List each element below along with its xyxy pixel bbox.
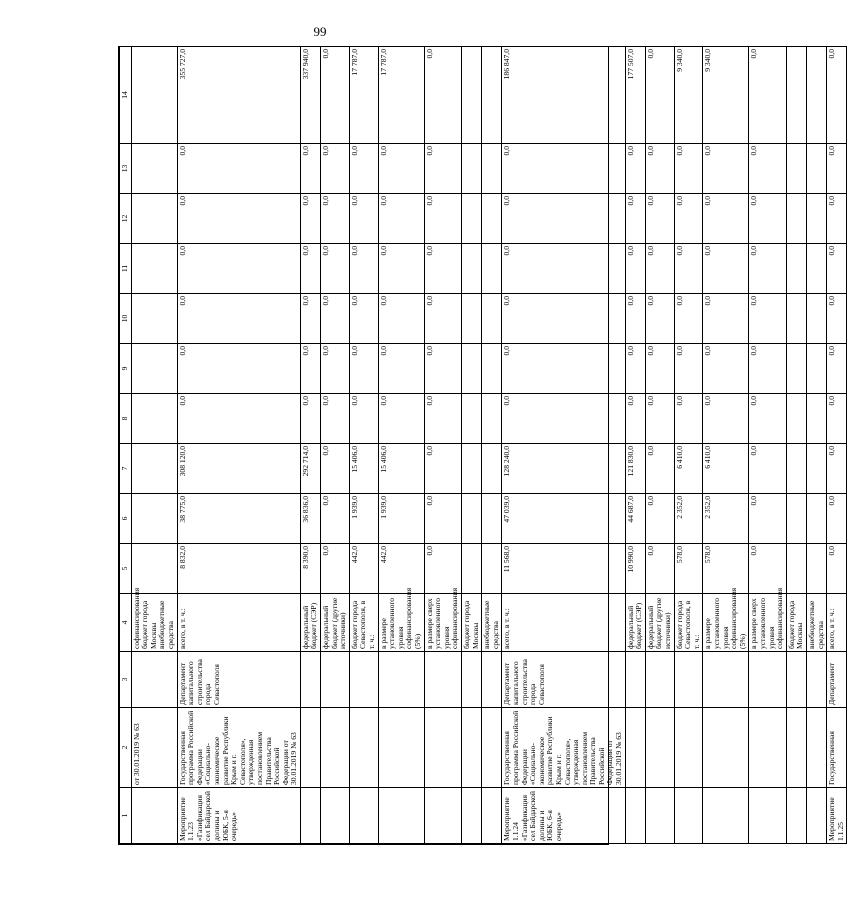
table-cell-value: 0,0 bbox=[645, 344, 674, 394]
table-cell-value: 0,0 bbox=[502, 144, 625, 194]
table-cell bbox=[625, 788, 645, 844]
table-cell-value: 0,0 bbox=[749, 244, 786, 294]
table-cell-value: 17 787,0 bbox=[349, 47, 378, 144]
table-cell: бюджет города Севастополя, в т. ч.: bbox=[674, 594, 703, 652]
table-cell-value: 6 410,0 bbox=[674, 444, 703, 494]
table-cell-value bbox=[806, 294, 826, 344]
table-cell-value: 0,0 bbox=[827, 244, 847, 294]
table-cell: всего, в т. ч.: bbox=[177, 594, 300, 652]
table-cell-value: 0,0 bbox=[625, 194, 645, 244]
table-cell-value: 0,0 bbox=[502, 294, 625, 344]
table-cell bbox=[749, 788, 786, 844]
table-cell-value: 0,0 bbox=[321, 194, 350, 244]
table-cell: в размере сверх установленного уровня софинансирования bbox=[749, 594, 786, 652]
table-cell-value: 0,0 bbox=[349, 244, 378, 294]
table-cell bbox=[424, 652, 461, 708]
table-cell-value: 0,0 bbox=[424, 244, 461, 294]
table-cell-value: 0,0 bbox=[703, 394, 749, 444]
table-cell-value: 0,0 bbox=[749, 144, 786, 194]
table-cell-value: 0,0 bbox=[827, 194, 847, 244]
table-cell-value: 0,0 bbox=[424, 144, 461, 194]
table-cell-value bbox=[461, 344, 481, 394]
table-cell bbox=[424, 788, 461, 844]
table-cell bbox=[300, 652, 320, 708]
table-cell-value bbox=[131, 544, 177, 594]
table-cell-value: 0,0 bbox=[645, 47, 674, 144]
table-cell-value bbox=[482, 294, 502, 344]
page-number: 99 bbox=[313, 24, 327, 39]
table-cell: Государственная программа Российской Федерации «Социально-экономическое развитие Республики Крым и г. Севастополя», утвержденная постановлением Правительства Российской Федерации от 30.01.2019 № 63 bbox=[502, 708, 625, 788]
table-cell-value bbox=[131, 494, 177, 544]
table-cell-value bbox=[806, 47, 826, 144]
table-cell-value: 0,0 bbox=[349, 144, 378, 194]
table-cell-value bbox=[786, 494, 806, 544]
table-cell bbox=[461, 788, 481, 844]
table-cell-value: 0,0 bbox=[749, 444, 786, 494]
table-cell-value bbox=[806, 144, 826, 194]
table-cell-value: 0,0 bbox=[424, 494, 461, 544]
table-cell-value: 0,0 bbox=[349, 294, 378, 344]
table-cell bbox=[703, 652, 749, 708]
table-cell: Государственная bbox=[827, 708, 847, 788]
table-cell bbox=[645, 652, 674, 708]
table-cell-value: 0,0 bbox=[502, 344, 625, 394]
table-cell-value: 0,0 bbox=[502, 194, 625, 244]
table-cell-value: 0,0 bbox=[827, 294, 847, 344]
table-cell bbox=[378, 708, 424, 788]
table-cell bbox=[461, 708, 481, 788]
table-cell-value: 442,0 bbox=[378, 544, 424, 594]
table-row bbox=[349, 47, 378, 844]
table-cell-value: 0,0 bbox=[321, 244, 350, 294]
table-cell-value bbox=[786, 47, 806, 144]
table-cell-value: 0,0 bbox=[321, 544, 350, 594]
table-cell-value: 0,0 bbox=[321, 294, 350, 344]
table-cell-value: 0,0 bbox=[321, 444, 350, 494]
col-header: 12 bbox=[120, 194, 132, 244]
col-header: 10 bbox=[120, 294, 132, 344]
table-cell bbox=[749, 652, 786, 708]
table-cell-value bbox=[131, 344, 177, 394]
table-cell-value bbox=[806, 244, 826, 294]
table-cell-value: 0,0 bbox=[749, 47, 786, 144]
table-cell-value: 0,0 bbox=[321, 394, 350, 444]
table-cell-value: 0,0 bbox=[645, 494, 674, 544]
table-cell-value: 0,0 bbox=[177, 194, 300, 244]
table-cell-value: 0,0 bbox=[424, 444, 461, 494]
table-cell-value: 578,0 bbox=[674, 544, 703, 594]
table-cell-value bbox=[461, 194, 481, 244]
table-cell-value: 128 240,0 bbox=[502, 444, 625, 494]
table-cell-value bbox=[461, 494, 481, 544]
table-cell-value: 0,0 bbox=[674, 394, 703, 444]
table-cell-value bbox=[806, 544, 826, 594]
table-cell bbox=[674, 652, 703, 708]
table-cell bbox=[378, 788, 424, 844]
rotated-table-wrapper bbox=[119, 47, 845, 844]
table-row bbox=[502, 47, 625, 844]
table-cell: бюджет города Севастополя, в т. ч.: bbox=[349, 594, 378, 652]
table-cell-value: 0,0 bbox=[349, 344, 378, 394]
table-cell-value: 0,0 bbox=[378, 194, 424, 244]
col-header: 9 bbox=[120, 344, 132, 394]
table-cell-value: 0,0 bbox=[703, 194, 749, 244]
table-cell bbox=[645, 788, 674, 844]
table-cell-value: 0,0 bbox=[321, 344, 350, 394]
table-cell bbox=[703, 708, 749, 788]
table-cell-value: 0,0 bbox=[177, 394, 300, 444]
table-cell-value: 38 775,0 bbox=[177, 494, 300, 544]
table-cell bbox=[482, 788, 502, 844]
table-cell-value: 36 836,0 bbox=[300, 494, 320, 544]
table-cell-value bbox=[461, 544, 481, 594]
table-row bbox=[806, 47, 826, 844]
table-cell-value: 8 390,0 bbox=[300, 544, 320, 594]
table-cell: федеральный бюджет (другие источники) bbox=[321, 594, 350, 652]
table-cell-value: 0,0 bbox=[349, 194, 378, 244]
table-cell-value: 0,0 bbox=[300, 144, 320, 194]
table-cell-value: 0,0 bbox=[703, 344, 749, 394]
col-header: 7 bbox=[120, 444, 132, 494]
table-cell-value: 1 939,0 bbox=[378, 494, 424, 544]
table-cell bbox=[482, 652, 502, 708]
table-cell: всего, в т. ч.: bbox=[502, 594, 625, 652]
table-cell: в размере сверх установленного уровня софинансирования bbox=[424, 594, 461, 652]
table-cell-value bbox=[806, 494, 826, 544]
table-cell bbox=[349, 788, 378, 844]
table-cell-value: 0,0 bbox=[625, 394, 645, 444]
table-cell-value: 0,0 bbox=[177, 294, 300, 344]
col-header: 13 bbox=[120, 144, 132, 194]
table-cell-value: 0,0 bbox=[674, 144, 703, 194]
table-cell-value: 0,0 bbox=[424, 194, 461, 244]
table-cell-value: 0,0 bbox=[321, 494, 350, 544]
table-row bbox=[424, 47, 461, 844]
table-cell: Мероприятие 1.1.25 bbox=[827, 788, 847, 844]
header-row bbox=[120, 47, 132, 844]
table-cell: Мероприятие 1.1.24 «Газификация сел Байдарской долины и ЮБК, 6-я очередь» bbox=[502, 788, 625, 844]
table-cell-value: 0,0 bbox=[300, 194, 320, 244]
table-cell-value bbox=[131, 294, 177, 344]
table-cell-value bbox=[482, 344, 502, 394]
table-cell-value: 0,0 bbox=[645, 294, 674, 344]
table-cell-value: 11 568,0 bbox=[502, 544, 625, 594]
table-cell bbox=[786, 708, 806, 788]
table-cell-value: 292 714,0 bbox=[300, 444, 320, 494]
table-cell-value: 17 787,0 bbox=[378, 47, 424, 144]
table-body bbox=[131, 47, 847, 844]
col-header: 5 bbox=[120, 544, 132, 594]
table-cell-value: 0,0 bbox=[625, 244, 645, 294]
table-cell-value: 0,0 bbox=[645, 244, 674, 294]
table-cell-value: 0,0 bbox=[645, 144, 674, 194]
table-cell-value: 0,0 bbox=[300, 394, 320, 444]
table-cell: Департамент капитального строительства города Севастополя bbox=[177, 652, 300, 708]
table-row bbox=[786, 47, 806, 844]
table-cell-value: 0,0 bbox=[321, 144, 350, 194]
table-cell-value: 0,0 bbox=[827, 444, 847, 494]
table-cell-value bbox=[131, 394, 177, 444]
table-row bbox=[749, 47, 786, 844]
table-cell-value: 0,0 bbox=[177, 244, 300, 294]
table-cell bbox=[300, 708, 320, 788]
table-row bbox=[300, 47, 320, 844]
table-cell-value: 0,0 bbox=[674, 294, 703, 344]
table-cell bbox=[625, 652, 645, 708]
table-cell-value bbox=[786, 544, 806, 594]
table-cell-value bbox=[461, 244, 481, 294]
table-cell-value bbox=[482, 394, 502, 444]
table-cell: всего, в т. ч.: bbox=[827, 594, 847, 652]
table-cell bbox=[806, 652, 826, 708]
table-cell-value: 15 406,0 bbox=[349, 444, 378, 494]
table-cell-value: 0,0 bbox=[827, 47, 847, 144]
table-row bbox=[177, 47, 300, 844]
table-cell-value: 0,0 bbox=[424, 47, 461, 144]
table-cell-value: 578,0 bbox=[703, 544, 749, 594]
col-header: 6 bbox=[120, 494, 132, 544]
table-cell bbox=[703, 788, 749, 844]
table-cell-value bbox=[461, 144, 481, 194]
table-cell: Департамент bbox=[827, 652, 847, 708]
table-cell-value: 15 406,0 bbox=[378, 444, 424, 494]
table-cell-value: 2 352,0 bbox=[703, 494, 749, 544]
table-cell-value bbox=[786, 194, 806, 244]
table-cell bbox=[461, 652, 481, 708]
table-cell bbox=[378, 652, 424, 708]
table-cell-value: 0,0 bbox=[378, 344, 424, 394]
table-cell: федеральный бюджет (СЭР) bbox=[625, 594, 645, 652]
table-cell: внебюджетные средства bbox=[806, 594, 826, 652]
table-cell-value: 0,0 bbox=[645, 194, 674, 244]
table-cell: Департамент капитального строительства города Севастополя bbox=[502, 652, 625, 708]
table-cell-value: 0,0 bbox=[424, 294, 461, 344]
table-cell-value: 0,0 bbox=[177, 344, 300, 394]
table-cell bbox=[806, 708, 826, 788]
table-cell-value: 0,0 bbox=[378, 394, 424, 444]
table-cell-value bbox=[482, 494, 502, 544]
table-cell-value: 0,0 bbox=[502, 394, 625, 444]
table-cell-value bbox=[786, 294, 806, 344]
table-row bbox=[703, 47, 749, 844]
table-cell bbox=[349, 652, 378, 708]
table-cell: в размере установленного уровня софинансирования (5%) bbox=[703, 594, 749, 652]
col-header: 4 bbox=[120, 594, 132, 652]
table-cell-value: 0,0 bbox=[674, 244, 703, 294]
table-cell bbox=[321, 788, 350, 844]
table-cell-value bbox=[131, 47, 177, 144]
table-cell-value: 47 039,0 bbox=[502, 494, 625, 544]
table-cell-value: 0,0 bbox=[625, 294, 645, 344]
table-cell bbox=[625, 708, 645, 788]
col-header: 2 bbox=[120, 708, 132, 788]
table-cell-value: 0,0 bbox=[349, 394, 378, 444]
table-cell-value: 0,0 bbox=[378, 294, 424, 344]
col-header: 3 bbox=[120, 652, 132, 708]
table-cell-value: 6 410,0 bbox=[703, 444, 749, 494]
table-cell-value: 355 727,0 bbox=[177, 47, 300, 144]
table-cell bbox=[300, 788, 320, 844]
table-cell-value: 0,0 bbox=[378, 144, 424, 194]
table-cell-value bbox=[482, 444, 502, 494]
table-cell-value bbox=[482, 244, 502, 294]
table-cell-value bbox=[482, 47, 502, 144]
table-cell-value: 2 352,0 bbox=[674, 494, 703, 544]
table-cell-value bbox=[806, 344, 826, 394]
table-cell-value bbox=[461, 47, 481, 144]
table-cell-value: 0,0 bbox=[827, 144, 847, 194]
table-cell bbox=[424, 708, 461, 788]
table-cell-value bbox=[786, 244, 806, 294]
table-cell-value: 0,0 bbox=[827, 344, 847, 394]
table-cell-value bbox=[131, 194, 177, 244]
table-cell bbox=[321, 652, 350, 708]
table-cell-value: 0,0 bbox=[424, 544, 461, 594]
table-cell-value: 0,0 bbox=[749, 194, 786, 244]
table-row bbox=[131, 47, 177, 844]
table-cell-value: 0,0 bbox=[749, 344, 786, 394]
table-cell-value: 308 120,0 bbox=[177, 444, 300, 494]
table-cell: внебюджетные средства bbox=[482, 594, 502, 652]
table-cell-value: 0,0 bbox=[827, 544, 847, 594]
table-cell: Государственная программа Российской Федерации «Социально-экономическое развитие Республики Крым и г. Севастополя», утвержденная постановлением Правительства Российской Федерации от 30.01.2019 № 63 bbox=[177, 708, 300, 788]
financing-table bbox=[119, 46, 847, 844]
table-row bbox=[827, 47, 847, 844]
col-header: 8 bbox=[120, 394, 132, 444]
table-cell-value: 0,0 bbox=[625, 344, 645, 394]
table-row bbox=[321, 47, 350, 844]
table-cell-value: 0,0 bbox=[703, 244, 749, 294]
table-cell-value: 0,0 bbox=[645, 544, 674, 594]
table-cell-value: 8 832,0 bbox=[177, 544, 300, 594]
table-cell bbox=[786, 652, 806, 708]
table-cell-value: 337 940,0 bbox=[300, 47, 320, 144]
table-cell-value: 1 939,0 bbox=[349, 494, 378, 544]
table-cell-value bbox=[482, 194, 502, 244]
table-row bbox=[482, 47, 502, 844]
table-cell-value: 0,0 bbox=[645, 394, 674, 444]
table-row bbox=[645, 47, 674, 844]
table-cell bbox=[131, 788, 177, 844]
table-cell bbox=[131, 652, 177, 708]
table-cell-value: 0,0 bbox=[749, 544, 786, 594]
table-row bbox=[378, 47, 424, 844]
table-cell bbox=[749, 708, 786, 788]
table-cell-value bbox=[482, 544, 502, 594]
table-cell-value bbox=[131, 144, 177, 194]
table-cell bbox=[674, 708, 703, 788]
table-cell-value: 0,0 bbox=[300, 294, 320, 344]
table-cell-value: 0,0 bbox=[749, 494, 786, 544]
table-cell-value: 121 830,0 bbox=[625, 444, 645, 494]
col-header: 11 bbox=[120, 244, 132, 294]
table-cell-value: 177 507,0 bbox=[625, 47, 645, 144]
table-cell-value: 0,0 bbox=[703, 294, 749, 344]
table-cell-value: 0,0 bbox=[625, 144, 645, 194]
table-cell: софинансирования бюджет города Москвы внебюджетные средства bbox=[131, 594, 177, 652]
table-cell bbox=[806, 788, 826, 844]
table-cell-value: 9 340,0 bbox=[703, 47, 749, 144]
table-row bbox=[674, 47, 703, 844]
col-header: 14 bbox=[120, 47, 132, 144]
table-cell-value: 0,0 bbox=[321, 47, 350, 144]
table-cell-value: 0,0 bbox=[378, 244, 424, 294]
table-cell-value bbox=[786, 144, 806, 194]
table-cell-value: 0,0 bbox=[703, 144, 749, 194]
col-header: 1 bbox=[120, 788, 132, 844]
table-cell-value: 0,0 bbox=[424, 344, 461, 394]
table-cell-value: 0,0 bbox=[502, 244, 625, 294]
table-cell-value bbox=[786, 394, 806, 444]
table-cell-value: 0,0 bbox=[424, 394, 461, 444]
table-cell bbox=[786, 788, 806, 844]
table-cell-value bbox=[806, 394, 826, 444]
table-cell-value bbox=[131, 244, 177, 294]
table-cell: от 30.01.2019 № 63 bbox=[131, 708, 177, 788]
table-cell: федеральный бюджет (другие источники) bbox=[645, 594, 674, 652]
table-cell-value: 0,0 bbox=[300, 244, 320, 294]
table-cell-value bbox=[806, 444, 826, 494]
table-cell: бюджет города Москвы bbox=[461, 594, 481, 652]
table-row bbox=[625, 47, 645, 844]
table-cell bbox=[674, 788, 703, 844]
table-cell-value: 0,0 bbox=[749, 294, 786, 344]
table-cell: Мероприятие 1.1.23 «Газификация сел Байдарской долины и ЮБК, 5-я очередь» bbox=[177, 788, 300, 844]
table-cell bbox=[645, 708, 674, 788]
table-frame bbox=[118, 46, 845, 845]
table-cell: федеральный бюджет (СЭР) bbox=[300, 594, 320, 652]
table-row bbox=[461, 47, 481, 844]
table-cell bbox=[321, 708, 350, 788]
table-cell-value bbox=[806, 194, 826, 244]
table-cell-value: 0,0 bbox=[300, 344, 320, 394]
table-cell-value bbox=[482, 144, 502, 194]
table-cell-value: 0,0 bbox=[645, 444, 674, 494]
table-cell-value bbox=[786, 444, 806, 494]
table-cell-value: 186 847,0 bbox=[502, 47, 625, 144]
table-cell-value: 10 990,0 bbox=[625, 544, 645, 594]
table-cell-value: 0,0 bbox=[177, 144, 300, 194]
table-cell-value: 0,0 bbox=[827, 394, 847, 444]
table-cell-value bbox=[461, 444, 481, 494]
table-cell-value: 9 340,0 bbox=[674, 47, 703, 144]
table-cell-value: 0,0 bbox=[674, 194, 703, 244]
table-cell-value bbox=[131, 444, 177, 494]
table-cell-value bbox=[461, 294, 481, 344]
table-cell bbox=[349, 708, 378, 788]
table-cell: в размере установленного уровня софинансирования (5%) bbox=[378, 594, 424, 652]
table-cell-value bbox=[786, 344, 806, 394]
table-cell: бюджет города Москвы bbox=[786, 594, 806, 652]
table-cell-value: 442,0 bbox=[349, 544, 378, 594]
table-cell-value: 0,0 bbox=[674, 344, 703, 394]
table-cell-value bbox=[461, 394, 481, 444]
table-cell bbox=[482, 708, 502, 788]
table-cell-value: 44 687,0 bbox=[625, 494, 645, 544]
table-cell-value: 0,0 bbox=[827, 494, 847, 544]
table-cell-value: 0,0 bbox=[749, 394, 786, 444]
